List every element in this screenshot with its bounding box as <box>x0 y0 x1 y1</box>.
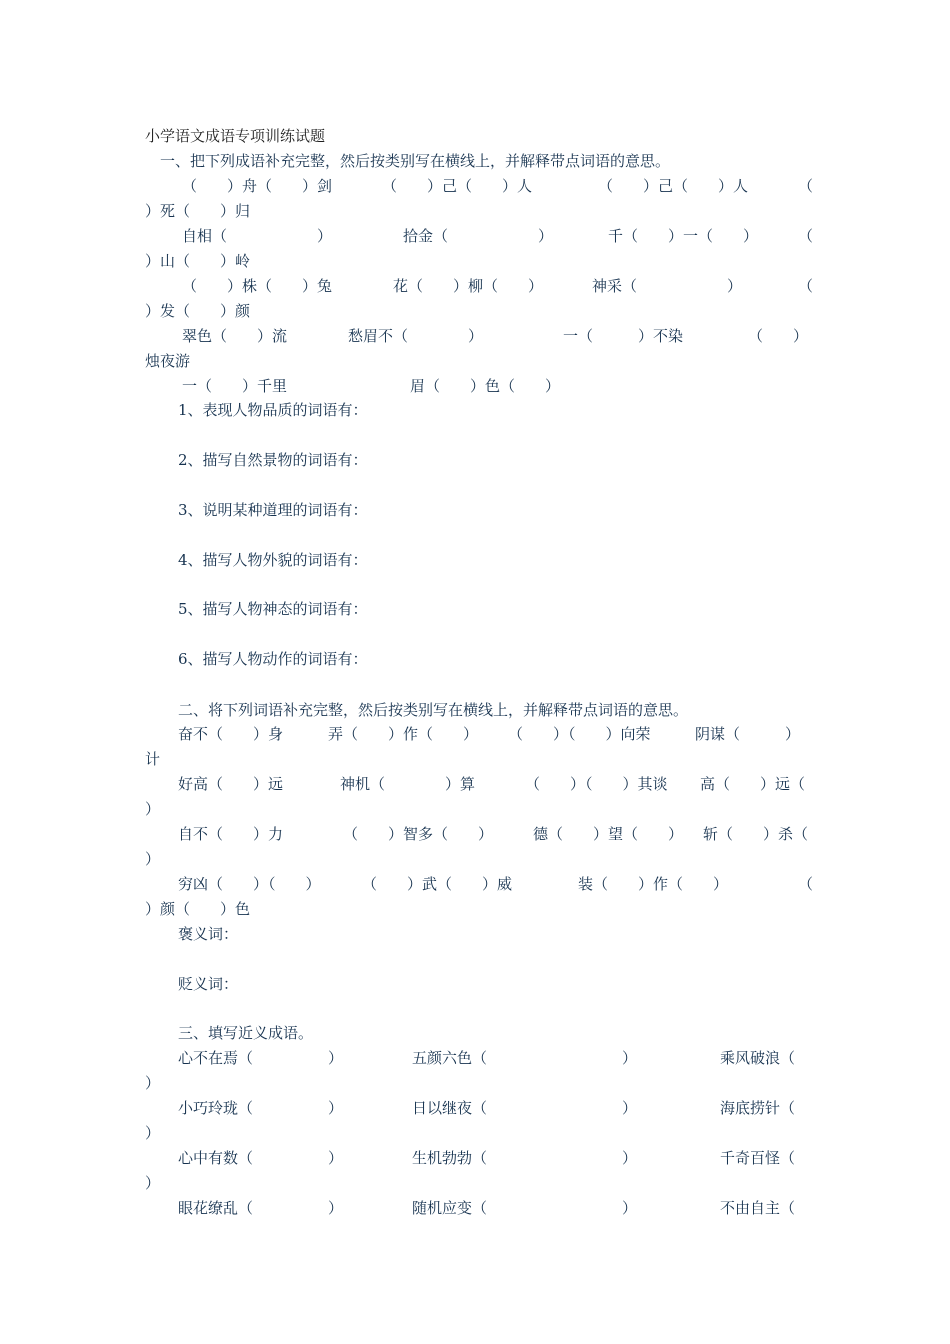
word-blank: （ ）（ ）向荣 <box>508 725 651 743</box>
idiom-blank: （ <box>798 227 814 245</box>
category-prompt: 3、说明某种道理的词语有： <box>178 501 368 519</box>
synonym-blank: 小巧玲珑（ ） <box>178 1099 344 1117</box>
derogatory-words-label: 贬义词： <box>178 975 239 993</box>
synonym-blank: 五颜六色（ ） <box>412 1049 638 1067</box>
synonym-blank: ） <box>145 1174 161 1192</box>
idiom-blank: 一（ ）不染 <box>563 327 684 345</box>
word-blank: 奋不（ ）身 <box>178 725 284 743</box>
idiom-blank: （ ）株（ ）兔 <box>182 277 333 295</box>
idiom-blank: 眉（ ）色（ ） <box>410 377 561 395</box>
idiom-blank: （ <box>798 277 814 295</box>
category-prompt: 1、表现人物品质的词语有： <box>178 401 368 419</box>
word-blank: 自不（ ）力 <box>178 825 284 843</box>
synonym-blank: 不由自主（ <box>720 1199 796 1217</box>
synonym-blank: 千奇百怪（ <box>720 1149 796 1167</box>
word-blank: 神机（ ）算 <box>340 775 476 793</box>
idiom-blank: ）死（ ）归 <box>145 202 251 220</box>
praise-words-label: 褒义词： <box>178 925 239 943</box>
synonym-blank: 日以继夜（ ） <box>412 1099 638 1117</box>
synonym-blank: 乘风破浪（ <box>720 1049 796 1067</box>
idiom-blank: （ ） <box>748 327 809 345</box>
word-blank: 斩（ ）杀（ <box>703 825 809 843</box>
word-blank: （ ）智多（ ） <box>343 825 494 843</box>
section3-heading: 三、填写近义成语。 <box>178 1024 314 1042</box>
idiom-blank: （ ）己（ ）人 <box>382 177 533 195</box>
idiom-blank: 拾金（ ） <box>403 227 554 245</box>
section2-heading: 二、将下列词语补充完整，然后按类别写在横线上，并解释带点词语的意思。 <box>178 701 689 719</box>
idiom-blank: 自相（ ） <box>182 227 333 245</box>
word-blank: 穷凶（ ）（ ） <box>178 875 321 893</box>
word-blank: 高（ ）远（ <box>700 775 806 793</box>
page-title: 小学语文成语专项训练试题 <box>145 127 326 145</box>
idiom-blank: 翠色（ ）流 <box>182 327 288 345</box>
word-blank: 阴谋（ ） <box>695 725 801 743</box>
idiom-blank: 一（ ）千里 <box>182 377 288 395</box>
category-prompt: 5、描写人物神态的词语有： <box>178 600 368 618</box>
category-prompt: 2、描写自然景物的词语有： <box>178 451 368 469</box>
word-blank: （ ）武（ ）威 <box>362 875 513 893</box>
word-blank: 弄（ ）作（ ） <box>328 725 479 743</box>
idiom-blank: （ ）舟（ ）剑 <box>182 177 333 195</box>
synonym-blank: 生机勃勃（ ） <box>412 1149 638 1167</box>
synonym-blank: 随机应变（ ） <box>412 1199 638 1217</box>
idiom-blank: 烛夜游 <box>145 352 191 370</box>
synonym-blank: 心不在焉（ ） <box>178 1049 344 1067</box>
category-prompt: 4、描写人物外貌的词语有： <box>178 551 368 569</box>
word-blank: ）颜（ ）色 <box>145 900 251 918</box>
word-blank: （ <box>798 875 814 893</box>
idiom-blank: （ <box>798 177 814 195</box>
idiom-blank: （ ）己（ ）人 <box>598 177 749 195</box>
synonym-blank: ） <box>145 1074 161 1092</box>
word-blank: ） <box>145 800 161 818</box>
idiom-blank: 神采（ ） <box>592 277 743 295</box>
synonym-blank: 海底捞针（ <box>720 1099 796 1117</box>
synonym-blank: 眼花缭乱（ ） <box>178 1199 344 1217</box>
word-blank: 装（ ）作（ ） <box>578 875 729 893</box>
word-blank: 德（ ）望（ ） <box>533 825 684 843</box>
synonym-blank: 心中有数（ ） <box>178 1149 344 1167</box>
section1-heading: 一、把下列成语补充完整，然后按类别写在横线上，并解释带点词语的意思。 <box>160 152 671 170</box>
word-blank: 计 <box>145 750 161 768</box>
idiom-blank: ）山（ ）岭 <box>145 252 251 270</box>
idiom-blank: 愁眉不（ ） <box>348 327 484 345</box>
synonym-blank: ） <box>145 1124 161 1142</box>
word-blank: 好高（ ）远 <box>178 775 284 793</box>
idiom-blank: 千（ ）一（ ） <box>608 227 759 245</box>
idiom-blank: ）发（ ）颜 <box>145 302 251 320</box>
idiom-blank: 花（ ）柳（ ） <box>393 277 544 295</box>
word-blank: ） <box>145 850 161 868</box>
word-blank: （ ）（ ）其谈 <box>525 775 668 793</box>
category-prompt: 6、描写人物动作的词语有： <box>178 650 368 668</box>
